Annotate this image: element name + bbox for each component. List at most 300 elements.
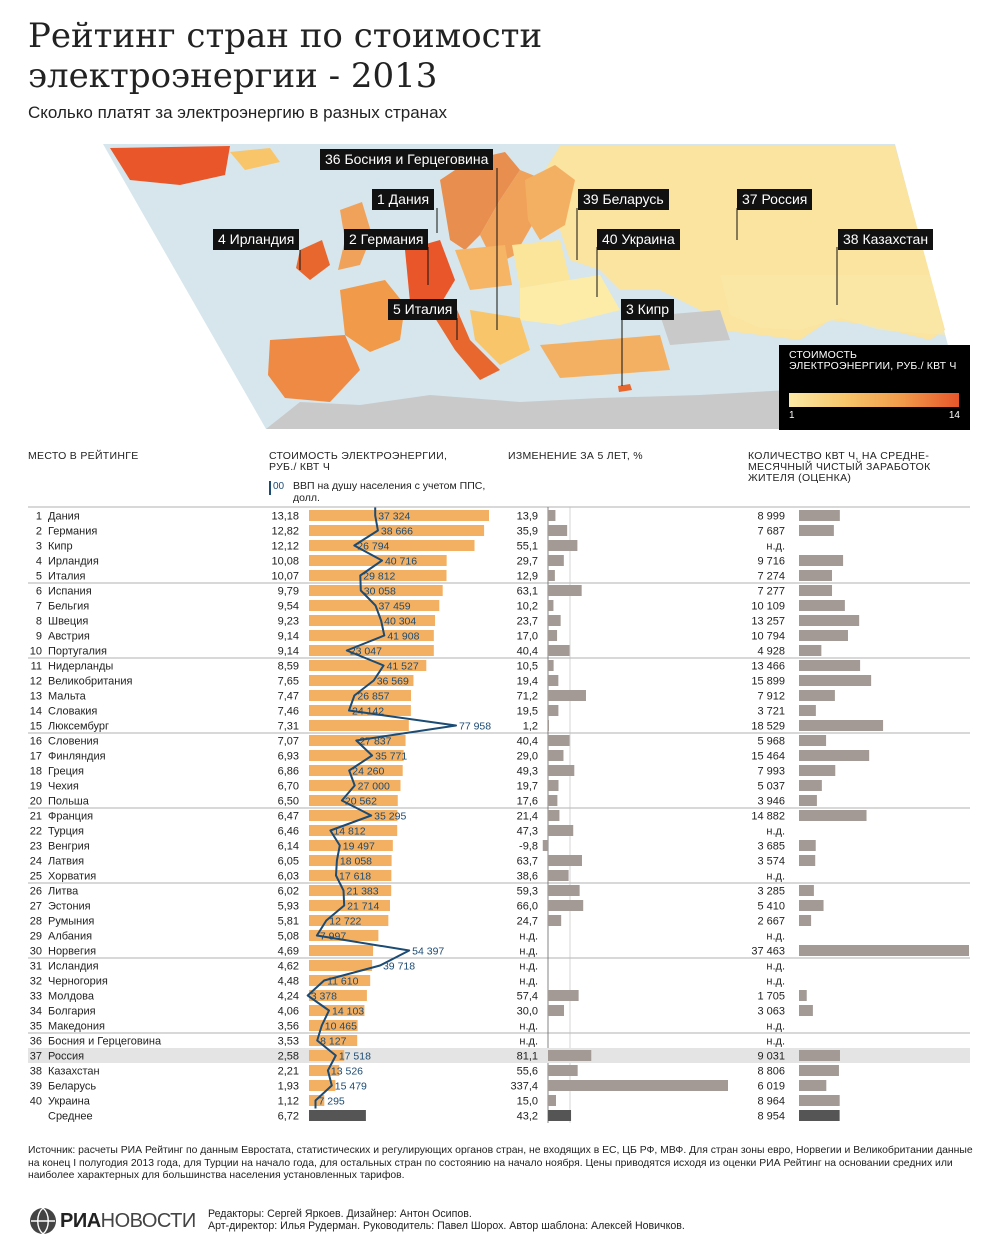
kwh-bar	[799, 645, 821, 656]
row-price-value: 6,70	[277, 780, 299, 793]
row-kwh-value: 10 109	[751, 600, 785, 613]
column-header-price: СТОИМОСТЬ ЭЛЕКТРОЭНЕРГИИ, РУБ./ КВТ Ч	[269, 450, 448, 473]
row-price-value: 4,06	[277, 1005, 299, 1018]
kwh-bar	[799, 1050, 840, 1061]
gdp-point-label: 24 260	[352, 765, 385, 778]
gdp-point-label: 38 666	[380, 525, 414, 538]
column-header-change: ИЗМЕНЕНИЕ ЗА 5 ЛЕТ, %	[508, 450, 643, 462]
change-bar	[548, 825, 573, 836]
row-change-value: 66,0	[516, 900, 538, 913]
row-kwh-value: 6 019	[757, 1080, 785, 1093]
row-rank: 29	[29, 930, 42, 943]
kwh-bar	[799, 780, 822, 791]
average-label: Среднее	[48, 1110, 93, 1123]
logo-part1: РИА	[60, 1210, 101, 1232]
kwh-bar	[799, 600, 845, 611]
gdp-point-label: 13 526	[330, 1065, 364, 1078]
row-kwh-value: 7 687	[757, 525, 785, 538]
change-bar	[548, 705, 558, 716]
gdp-point-label: 10 465	[324, 1020, 357, 1033]
kwh-bar	[799, 765, 835, 776]
row-rank: 25	[29, 870, 42, 883]
gdp-point-label: 35 295	[374, 810, 407, 823]
kwh-bar	[799, 1080, 826, 1091]
kwh-bar	[799, 660, 860, 671]
row-change-value: 10,2	[516, 600, 538, 613]
row-change-value: 1,2	[522, 720, 538, 733]
row-price-value: 7,31	[277, 720, 299, 733]
row-rank: 10	[29, 645, 42, 658]
row-kwh-value: 37 463	[751, 945, 785, 958]
row-change-value: н.д.	[519, 960, 538, 973]
row-rank: 9	[35, 630, 42, 643]
row-rank: 12	[29, 675, 42, 688]
row-kwh-value: н.д.	[766, 930, 785, 943]
change-bar	[548, 525, 567, 536]
row-country: Болгария	[48, 1005, 96, 1018]
row-rank: 34	[29, 1005, 42, 1018]
column-header-kwh: КОЛИЧЕСТВО КВТ Ч, НА СРЕДНЕ-МЕСЯЧНЫЙ ЧИСТЫЙ ЗАРАБОТОК ЖИТЕЛЯ (ОЦЕНКА)	[748, 450, 931, 484]
legend-min: 1	[789, 410, 795, 421]
gdp-point-label: 37 324	[378, 510, 411, 523]
row-rank: 23	[29, 840, 42, 853]
average-kwh-value: 8 954	[757, 1110, 785, 1123]
map-label-8: 38 Казахстан	[838, 229, 933, 250]
row-price-value: 6,46	[277, 825, 299, 838]
row-change-value: 55,6	[516, 1065, 538, 1078]
row-country: Турция	[48, 825, 84, 838]
row-kwh-value: 3 285	[757, 885, 785, 898]
change-bar	[548, 540, 577, 551]
row-country: Словакия	[48, 705, 98, 718]
map-label-2: 1 Дания	[372, 189, 434, 210]
kwh-bar	[799, 615, 859, 626]
gdp-point-label: 3 378	[310, 990, 337, 1003]
row-country: Ирландия	[48, 555, 99, 568]
map-label-10: 3 Кипр	[621, 299, 674, 320]
row-change-value: 12,9	[516, 570, 538, 583]
row-kwh-value: 9 716	[757, 555, 785, 568]
kwh-bar	[799, 690, 835, 701]
row-kwh-value: 5 410	[757, 900, 785, 913]
row-rank: 24	[29, 855, 42, 868]
row-change-value: 55,1	[516, 540, 538, 553]
kwh-bar	[799, 750, 869, 761]
row-price-value: 6,93	[277, 750, 299, 763]
row-rank: 28	[29, 915, 42, 928]
row-kwh-value: 7 993	[757, 765, 785, 778]
row-change-value: 17,0	[516, 630, 538, 643]
row-kwh-value: н.д.	[766, 960, 785, 973]
change-bar	[548, 765, 574, 776]
row-price-value: 9,79	[277, 585, 299, 598]
change-bar	[548, 1065, 578, 1076]
kwh-bar	[799, 525, 834, 536]
row-change-value: 57,4	[516, 990, 538, 1003]
page-title: Рейтинг стран по стоимости электроэнергии - 2013	[28, 16, 543, 96]
gdp-point-label: 41 908	[387, 630, 420, 643]
gdp-point-label: 77 958	[459, 720, 492, 733]
row-change-value: -9,8	[519, 840, 538, 853]
row-price-value: 13,18	[271, 510, 299, 523]
gdp-legend-text: ВВП на душу населения с учетом ППС, долл.	[293, 480, 486, 504]
row-change-value: 59,3	[516, 885, 538, 898]
map-label-4: 37 Россия	[737, 189, 812, 210]
row-price-value: 2,21	[277, 1065, 299, 1078]
change-bar	[548, 870, 569, 881]
row-kwh-value: н.д.	[766, 1020, 785, 1033]
row-change-value: 81,1	[516, 1050, 538, 1063]
row-rank: 17	[29, 750, 42, 763]
row-rank: 20	[29, 795, 42, 808]
map-label-6: 2 Германия	[344, 229, 428, 250]
gdp-point-label: 7 997	[319, 930, 347, 943]
row-price-value: 9,23	[277, 615, 299, 628]
row-rank: 18	[29, 765, 42, 778]
row-change-value: 337,4	[510, 1080, 538, 1093]
row-country: Албания	[48, 930, 93, 943]
row-kwh-value: 15 464	[751, 750, 785, 763]
gdp-point-label: 40 716	[384, 555, 418, 568]
change-bar	[548, 675, 558, 686]
row-country: Италия	[48, 570, 86, 583]
row-price-value: 9,54	[277, 600, 299, 613]
row-country: Хорватия	[48, 870, 97, 883]
gdp-point-label: 18 058	[339, 855, 373, 868]
row-kwh-value: н.д.	[766, 540, 785, 553]
row-rank: 22	[29, 825, 42, 838]
ria-novosti-logo	[28, 1206, 203, 1242]
row-change-value: 71,2	[516, 690, 538, 703]
row-kwh-value: 8 806	[757, 1065, 785, 1078]
row-country: Черногория	[48, 975, 108, 988]
row-price-value: 5,93	[277, 900, 299, 913]
row-rank: 5	[35, 570, 42, 583]
row-change-value: 40,4	[516, 645, 538, 658]
row-country: Нидерланды	[48, 660, 114, 673]
row-price-value: 4,69	[277, 945, 299, 958]
change-bar	[548, 795, 557, 806]
row-change-value: 23,7	[516, 615, 538, 628]
row-kwh-value: 7 912	[757, 690, 785, 703]
change-bar	[548, 1080, 728, 1091]
map-label-5: 4 Ирландия	[213, 229, 299, 250]
row-kwh-value: н.д.	[766, 825, 785, 838]
change-bar	[548, 915, 561, 926]
row-country: Румыния	[48, 915, 95, 928]
row-rank: 36	[29, 1035, 42, 1048]
row-price-value: 5,08	[277, 930, 299, 943]
gdp-point-label: 12 722	[329, 915, 362, 928]
row-price-value: 3,53	[277, 1035, 299, 1048]
row-change-value: 29,7	[516, 555, 538, 568]
row-rank: 37	[29, 1050, 42, 1063]
gdp-point-label: 8 127	[320, 1035, 347, 1048]
row-country: Македония	[48, 1020, 105, 1033]
row-rank: 11	[30, 660, 42, 673]
row-change-value: 38,6	[516, 870, 538, 883]
row-rank: 3	[35, 540, 42, 553]
kwh-bar	[799, 555, 843, 566]
row-rank: 27	[29, 900, 42, 913]
row-price-value: 3,56	[277, 1020, 299, 1033]
row-kwh-value: 10 794	[751, 630, 785, 643]
row-country: Испания	[48, 585, 92, 598]
row-country: Литва	[48, 885, 79, 898]
kwh-bar	[799, 840, 816, 851]
row-rank: 38	[29, 1065, 42, 1078]
row-kwh-value: 3 946	[757, 795, 785, 808]
legend-title: СТОИМОСТЬ ЭЛЕКТРОЭНЕРГИИ, РУБ./ КВТ Ч	[789, 349, 957, 372]
kwh-bar	[799, 855, 815, 866]
gdp-point-label: 24 142	[352, 705, 385, 718]
average-kwh-bar	[799, 1110, 840, 1121]
change-bar	[548, 645, 570, 656]
credits-line1: Редакторы: Сергей Яркоев. Дизайнер: Антон Осипов.	[208, 1208, 472, 1220]
row-change-value: 19,5	[516, 705, 538, 718]
change-bar	[548, 720, 549, 731]
row-country: Россия	[48, 1050, 85, 1063]
row-price-value: 10,08	[271, 555, 299, 568]
row-change-value: 40,4	[516, 735, 538, 748]
row-change-value: 15,0	[516, 1095, 538, 1108]
row-country: Босния и Герцеговина	[48, 1035, 162, 1048]
row-price-value: 7,47	[277, 690, 299, 703]
gdp-point-label: 54 397	[412, 945, 445, 958]
gdp-point-label: 35 771	[375, 750, 408, 763]
row-rank: 1	[35, 510, 42, 523]
row-country: Бельгия	[48, 600, 90, 613]
change-bar	[548, 630, 557, 641]
row-rank: 32	[29, 975, 42, 988]
kwh-bar	[799, 1095, 840, 1106]
row-rank: 8	[35, 615, 42, 628]
row-country: Эстония	[48, 900, 91, 913]
kwh-bar	[799, 885, 814, 896]
row-change-value: н.д.	[519, 930, 538, 943]
row-country: Франция	[48, 810, 94, 823]
change-bar	[548, 1005, 564, 1016]
row-kwh-value: 8 964	[757, 1095, 785, 1108]
row-price-value: 6,50	[277, 795, 299, 808]
gdp-point-label: 26 857	[357, 690, 390, 703]
gdp-point-label: 15 479	[334, 1080, 367, 1093]
gdp-point-label: 21 383	[346, 885, 379, 898]
row-country: Германия	[48, 525, 98, 538]
row-change-value: н.д.	[519, 975, 538, 988]
kwh-bar	[799, 900, 824, 911]
row-change-value: 19,7	[516, 780, 538, 793]
credits	[208, 1208, 685, 1232]
row-price-value: 4,62	[277, 960, 299, 973]
map-label-9: 5 Италия	[388, 299, 457, 320]
row-kwh-value: 18 529	[751, 720, 785, 733]
row-kwh-value: 7 277	[757, 585, 785, 598]
row-kwh-value: 13 257	[751, 615, 785, 628]
row-country: Люксембург	[48, 720, 110, 733]
row-country: Австрия	[48, 630, 90, 643]
row-change-value: 19,4	[516, 675, 538, 688]
gdp-point-label: 39 718	[382, 960, 416, 973]
row-rank: 14	[29, 705, 42, 718]
gdp-point-label: 14 812	[333, 825, 366, 838]
row-rank: 15	[29, 720, 42, 733]
price-bar	[309, 540, 475, 551]
change-bar	[543, 840, 548, 851]
gdp-point-label: 17 618	[339, 870, 372, 883]
row-change-value: 10,5	[516, 660, 538, 673]
row-price-value: 9,14	[277, 630, 299, 643]
gdp-point-label: 7 295	[318, 1095, 345, 1108]
kwh-bar	[799, 1005, 813, 1016]
row-price-value: 7,07	[277, 735, 299, 748]
row-price-value: 6,14	[277, 840, 299, 853]
gdp-point-label: 27 837	[359, 735, 392, 748]
change-bar	[548, 780, 559, 791]
row-change-value: 49,3	[516, 765, 538, 778]
kwh-bar	[799, 945, 969, 956]
row-price-value: 1,93	[277, 1080, 299, 1093]
gdp-point-label: 29 812	[363, 570, 396, 583]
page-subtitle: Сколько платят за электроэнергию в разных странах	[28, 103, 448, 122]
change-bar	[548, 885, 580, 896]
change-bar	[548, 750, 563, 761]
row-rank: 26	[29, 885, 42, 898]
row-country: Финляндия	[48, 750, 106, 763]
row-rank: 7	[35, 600, 42, 613]
row-kwh-value: 2 667	[757, 915, 785, 928]
gdp-point-label: 17 518	[338, 1050, 371, 1063]
map-label-7: 40 Украина	[597, 229, 680, 250]
row-country: Латвия	[48, 855, 85, 868]
average-change-value: 43,2	[516, 1110, 538, 1123]
kwh-bar	[799, 735, 826, 746]
row-rank: 40	[29, 1095, 42, 1108]
row-rank: 30	[29, 945, 42, 958]
kwh-bar	[799, 570, 832, 581]
change-bar	[548, 555, 564, 566]
row-country: Исландия	[48, 960, 99, 973]
row-price-value: 10,07	[271, 570, 299, 583]
gdp-point-label: 14 103	[332, 1005, 365, 1018]
row-country: Греция	[48, 765, 84, 778]
map-label-1: 36 Босния и Герцеговина	[320, 149, 493, 170]
row-change-value: 35,9	[516, 525, 538, 538]
kwh-bar	[799, 720, 883, 731]
credits-line2: Арт-директор: Илья Рудерман. Руководитель: Павел Шорох. Автор шаблона: Алексей Новичков.	[208, 1220, 685, 1232]
row-country: Беларусь	[48, 1080, 97, 1093]
row-change-value: н.д.	[519, 1035, 538, 1048]
row-price-value: 6,03	[277, 870, 299, 883]
gdp-point-label: 23 047	[349, 645, 382, 658]
row-change-value: 21,4	[516, 810, 538, 823]
row-price-value: 4,24	[277, 990, 299, 1003]
row-rank: 16	[29, 735, 42, 748]
row-kwh-value: 13 466	[751, 660, 785, 673]
change-bar	[548, 735, 570, 746]
gdp-point-label: 21 714	[347, 900, 380, 913]
kwh-bar	[799, 990, 807, 1001]
average-change-bar	[548, 1110, 571, 1121]
row-rank: 31	[29, 960, 42, 973]
row-country: Чехия	[48, 780, 79, 793]
kwh-bar	[799, 630, 848, 641]
legend-max: 14	[948, 410, 960, 421]
kwh-bar	[799, 510, 840, 521]
row-kwh-value: 3 685	[757, 840, 785, 853]
row-change-value: 63,7	[516, 855, 538, 868]
row-kwh-value: 1 705	[757, 990, 785, 1003]
row-change-value: 29,0	[516, 750, 538, 763]
row-price-value: 12,12	[271, 540, 299, 553]
row-rank: 21	[29, 810, 42, 823]
row-rank: 35	[29, 1020, 42, 1033]
row-country: Польша	[48, 795, 89, 808]
globe-icon	[28, 1206, 58, 1236]
gdp-point-label: 30 058	[363, 585, 396, 598]
change-bar	[548, 600, 553, 611]
row-price-value: 7,46	[277, 705, 299, 718]
gdp-point-label: 26 794	[357, 540, 390, 553]
change-bar	[548, 900, 583, 911]
gdp-point-label: 11 610	[327, 975, 359, 988]
row-kwh-value: 9 031	[757, 1050, 785, 1063]
average-price-value: 6,72	[277, 1110, 299, 1123]
row-price-value: 12,82	[271, 525, 299, 538]
row-kwh-value: 4 928	[757, 645, 785, 658]
row-country: Швеция	[48, 615, 89, 628]
gdp-point-label: 19 497	[342, 840, 375, 853]
row-price-value: 5,81	[277, 915, 299, 928]
gdp-point-label: 36 569	[376, 675, 409, 688]
kwh-bar	[799, 1065, 839, 1076]
row-change-value: н.д.	[519, 1020, 538, 1033]
change-bar	[548, 570, 555, 581]
gdp-point-label: 20 562	[344, 795, 378, 808]
source-footnote: Источник: расчеты РИА Рейтинг по данным Евростата, статистических и регулирующих органов стран, не входящих в ЕС, ЦБ РФ, МВФ. Для стран зоны евро, Норвегии и Великобритании данные на конец I полугодия 2013 года, для Турции на начало года, для остальных стран по состоянию на начало ноября. Цены приводятся исходя из оценки РИА Рейтинг на основании средних или наиболее характерных для большинства населения установленных тарифов.	[28, 1145, 973, 1181]
row-country: Казахстан	[48, 1065, 100, 1078]
row-price-value: 6,86	[277, 765, 299, 778]
row-country: Молдова	[48, 990, 94, 1003]
row-country: Словения	[48, 735, 99, 748]
row-rank: 33	[29, 990, 42, 1003]
row-rank: 13	[29, 690, 42, 703]
gdp-point-label: 41 527	[386, 660, 419, 673]
row-country: Венгрия	[48, 840, 90, 853]
row-price-value: 7,65	[277, 675, 299, 688]
row-price-value: 8,59	[277, 660, 299, 673]
row-change-value: 24,7	[516, 915, 538, 928]
row-kwh-value: 3 721	[757, 705, 785, 718]
row-price-value: 9,14	[277, 645, 299, 658]
change-bar	[548, 855, 582, 866]
column-header-rank: МЕСТО В РЕЙТИНГЕ	[28, 450, 139, 462]
row-kwh-value: 7 274	[757, 570, 785, 583]
row-price-value: 6,05	[277, 855, 299, 868]
row-change-value: 63,1	[516, 585, 538, 598]
row-kwh-value: н.д.	[766, 975, 785, 988]
row-price-value: 1,12	[277, 1095, 299, 1108]
logo-part2: НОВОСТИ	[100, 1210, 196, 1232]
gdp-legend-mark: 00	[269, 481, 283, 495]
row-change-value: 30,0	[516, 1005, 538, 1018]
gdp-point-label: 27 000	[357, 780, 390, 793]
row-price-value: 6,02	[277, 885, 299, 898]
row-country: Мальта	[48, 690, 86, 703]
price-bar	[309, 945, 373, 956]
kwh-bar	[799, 675, 871, 686]
row-country: Кипр	[48, 540, 73, 553]
